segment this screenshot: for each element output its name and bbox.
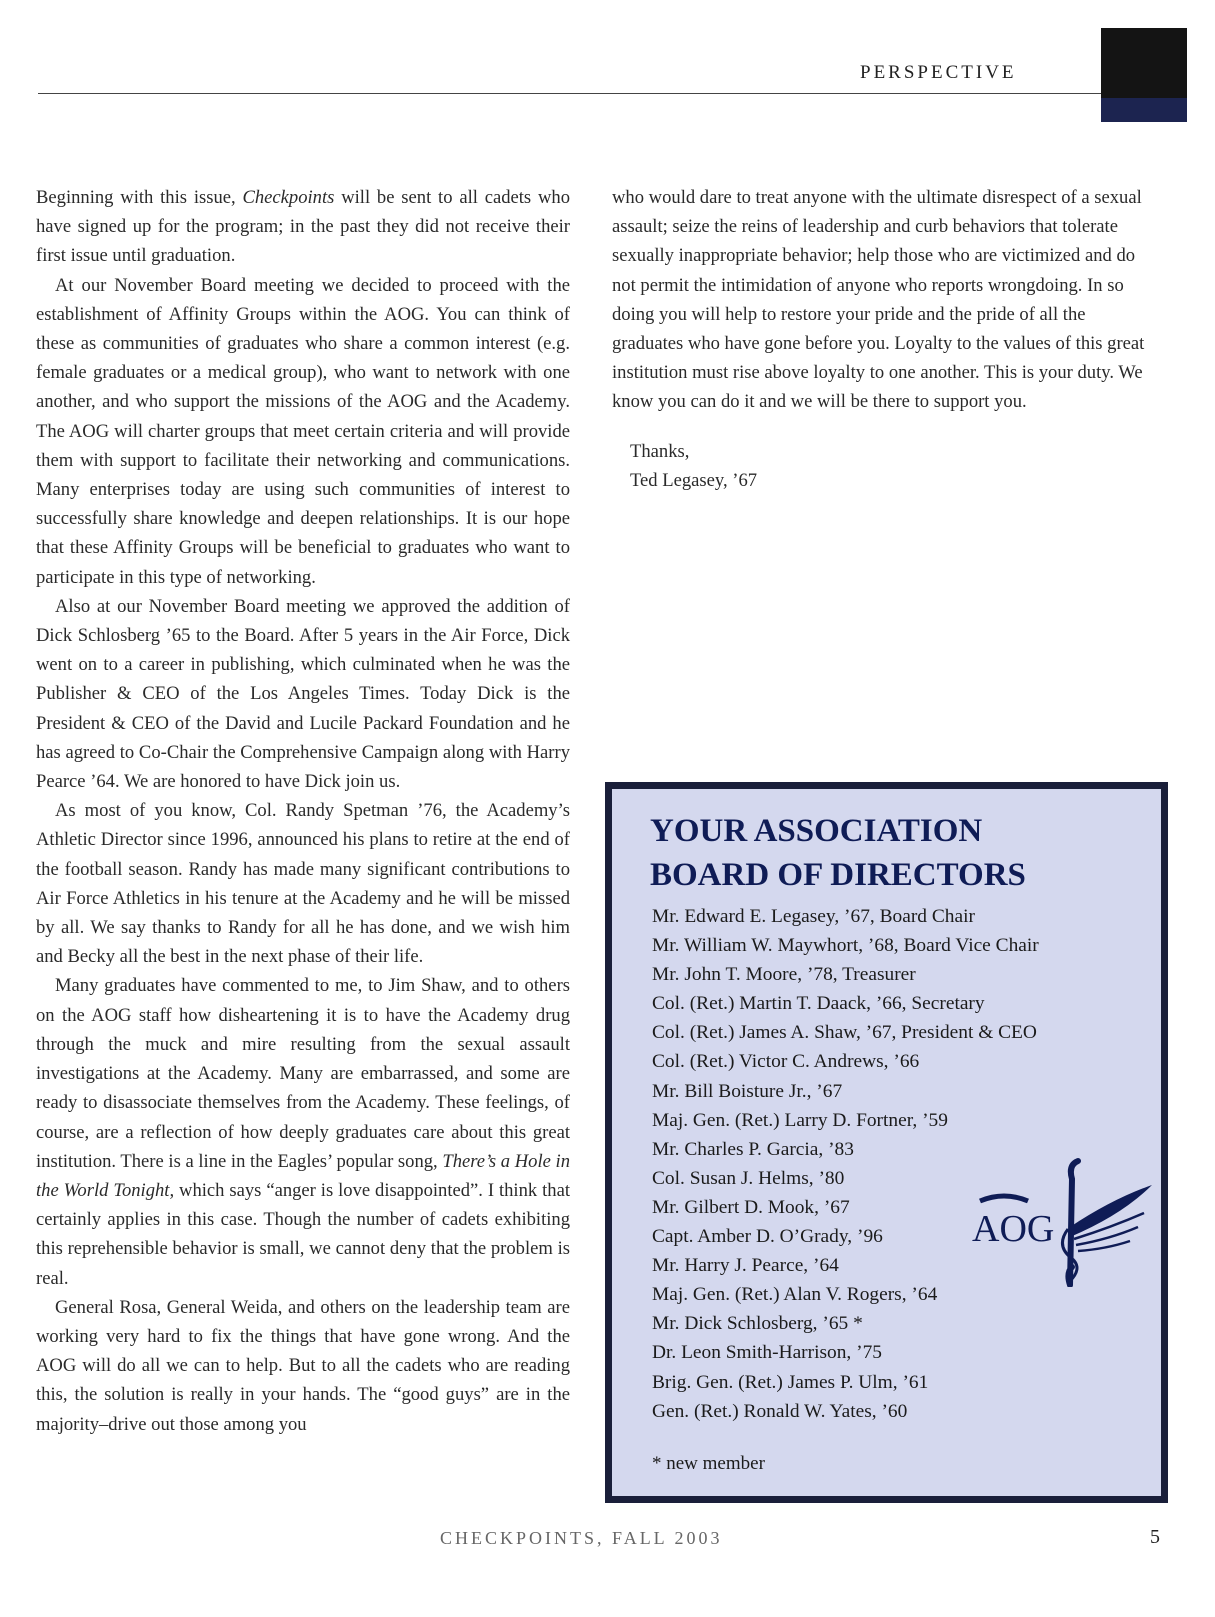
right-column (612, 183, 1147, 495)
header-color-block (1101, 28, 1187, 122)
board-member: Col. (Ret.) James A. Shaw, ’67, President & CEO (652, 1022, 1037, 1044)
p5-prefix: Many graduates have commented to me, to Jim Shaw, and to others on the AOG staff how disheartening it is to have the Academy drug through the muck and mire resulting from the sexual assault investigations at the Academy. Many are embarrassed, and some are ready to disassociate themselves from the Academy. These feelings, of course, are a reflection of how deeply graduates care about this great institution. There is a line in the Eagles’ popular song, (36, 975, 570, 1172)
signature: Ted Legasey, ’67 (630, 469, 758, 491)
board-member: Mr. Dick Schlosberg, ’65 * (652, 1313, 863, 1335)
board-member: Mr. John T. Moore, ’78, Treasurer (652, 964, 916, 986)
board-member: Col. (Ret.) Victor C. Andrews, ’66 (652, 1051, 920, 1073)
page-number: 5 (1150, 1526, 1160, 1548)
right-paragraph-1: who would dare to treat anyone with the ultimate disrespect of a sexual assault; seize the reins of leadership and curb behaviors that tolerate sexually inappropriate behavior; help those who are victimized and do not permit the intimidation of anyone who reports wrongdoing. In so doing you will help to restore your pride and the pride of all the graduates who have gone before you. Loyalty to the values of this great institution must rise above loyalty to one another. This is your duty. We know you can do it and we will be there to support you. (612, 187, 1145, 413)
p1-rest: will be sent to all cadets who have signed up for the program; in the past they did not receive their first issue until graduation. (36, 187, 570, 267)
paragraph-4: As most of you know, Col. Randy Spetman ’76, the Academy’s Athletic Director since 1996, announced his plans to retire at the end of the football season. Randy has made many significant contributions to Air Force Athletics in his tenure at the Academy and he will be missed by all. We say thanks to Randy for all he has done, and we wish him and Becky all the best in the next phase of their life. (36, 800, 570, 968)
board-title-line-1: YOUR ASSOCIATION (650, 813, 983, 849)
board-title-line-2: BOARD OF DIRECTORS (650, 857, 1026, 893)
board-member: Maj. Gen. (Ret.) Larry D. Fortner, ’59 (652, 1109, 948, 1131)
board-member: Mr. Gilbert D. Mook, ’67 (652, 1196, 850, 1218)
section-title: PERSPECTIVE (860, 62, 1017, 83)
header-rule (38, 93, 1113, 94)
signature-block (612, 437, 1147, 495)
board-member: Gen. (Ret.) Ronald W. Yates, ’60 (652, 1400, 908, 1422)
board-member: Col. (Ret.) Martin T. Daack, ’66, Secretary (652, 993, 985, 1015)
board-member: Mr. Bill Boisture Jr., ’67 (652, 1080, 843, 1102)
publication-name: Checkpoints (242, 187, 335, 208)
paragraph-2: At our November Board meeting we decided to proceed with the establishment of Affinity Groups within the AOG. You can think of these as communities of graduates who share a common interest (e.g. female graduates or a medical group), who want to network with one another, and who support the missions of the AOG and the Academy. The AOG will charter groups that meet certain criteria and will provide them with support to facilitate their networking and communications. Many enterprises today are using such communities of interest to successfully share knowledge and deepen relationships. It is our hope that these Affinity Groups will be beneficial to graduates who want to participate in this type of networking. (36, 274, 570, 588)
footer-publication: CHECKPOINTS, FALL 2003 (440, 1528, 723, 1548)
song-title: There’s a Hole in the World Tonight, (36, 1150, 570, 1201)
aog-logo-icon (972, 1157, 1162, 1287)
aog-logo-text: AOG (972, 1208, 1055, 1250)
paragraph-3: Also at our November Board meeting we approved the addition of Dick Schlosberg ’65 to the Board. After 5 years in the Air Force, Dick went on to a career in publishing, which culminated when he was the Publisher & CEO of the Los Angeles Times. Today Dick is the President & CEO of the David and Lucile Packard Foundation and he has agreed to Co-Chair the Comprehensive Campaign along with Harry Pearce ’64. We are honored to have Dick join us. (36, 595, 570, 793)
p1-prefix: Beginning with this issue, (36, 187, 243, 208)
header-color-stripe (1101, 98, 1187, 122)
board-title (650, 809, 1150, 897)
closing: Thanks, (630, 440, 690, 462)
board-member: Maj. Gen. (Ret.) Alan V. Rogers, ’64 (652, 1284, 938, 1306)
board-member: Mr. Edward E. Legasey, ’67, Board Chair (652, 906, 975, 927)
board-member: Mr. Charles P. Garcia, ’83 (652, 1138, 854, 1160)
paragraph-6: General Rosa, General Weida, and others on the leadership team are working very hard to fix the things that have gone wrong. And the AOG will do all we can to help. But to all the cadets who are reading this, the solution is really in your hands. The “good guys” are in the majority–drive out those among you (36, 1296, 570, 1435)
board-of-directors-box (605, 782, 1168, 1503)
p5-rest: which says “anger is love disappointed”. I think that certainly applies in this case. Though the number of cadets exhibiting this reprehensible behavior is small, we cannot deny that the problem is real. (36, 1179, 570, 1289)
board-member: Dr. Leon Smith-Harrison, ’75 (652, 1342, 882, 1364)
board-member: Brig. Gen. (Ret.) James P. Ulm, ’61 (652, 1371, 929, 1393)
board-member: Capt. Amber D. O’Grady, ’96 (652, 1226, 883, 1248)
new-member-note: * new member (652, 1453, 765, 1474)
paragraph-1 (36, 183, 570, 271)
board-member: Mr. Harry J. Pearce, ’64 (652, 1255, 839, 1277)
board-member: Mr. William W. Maywhort, ’68, Board Vice Chair (652, 935, 1039, 957)
board-member: Col. Susan J. Helms, ’80 (652, 1167, 845, 1189)
paragraph-5 (36, 971, 570, 1292)
left-column (36, 183, 570, 1439)
